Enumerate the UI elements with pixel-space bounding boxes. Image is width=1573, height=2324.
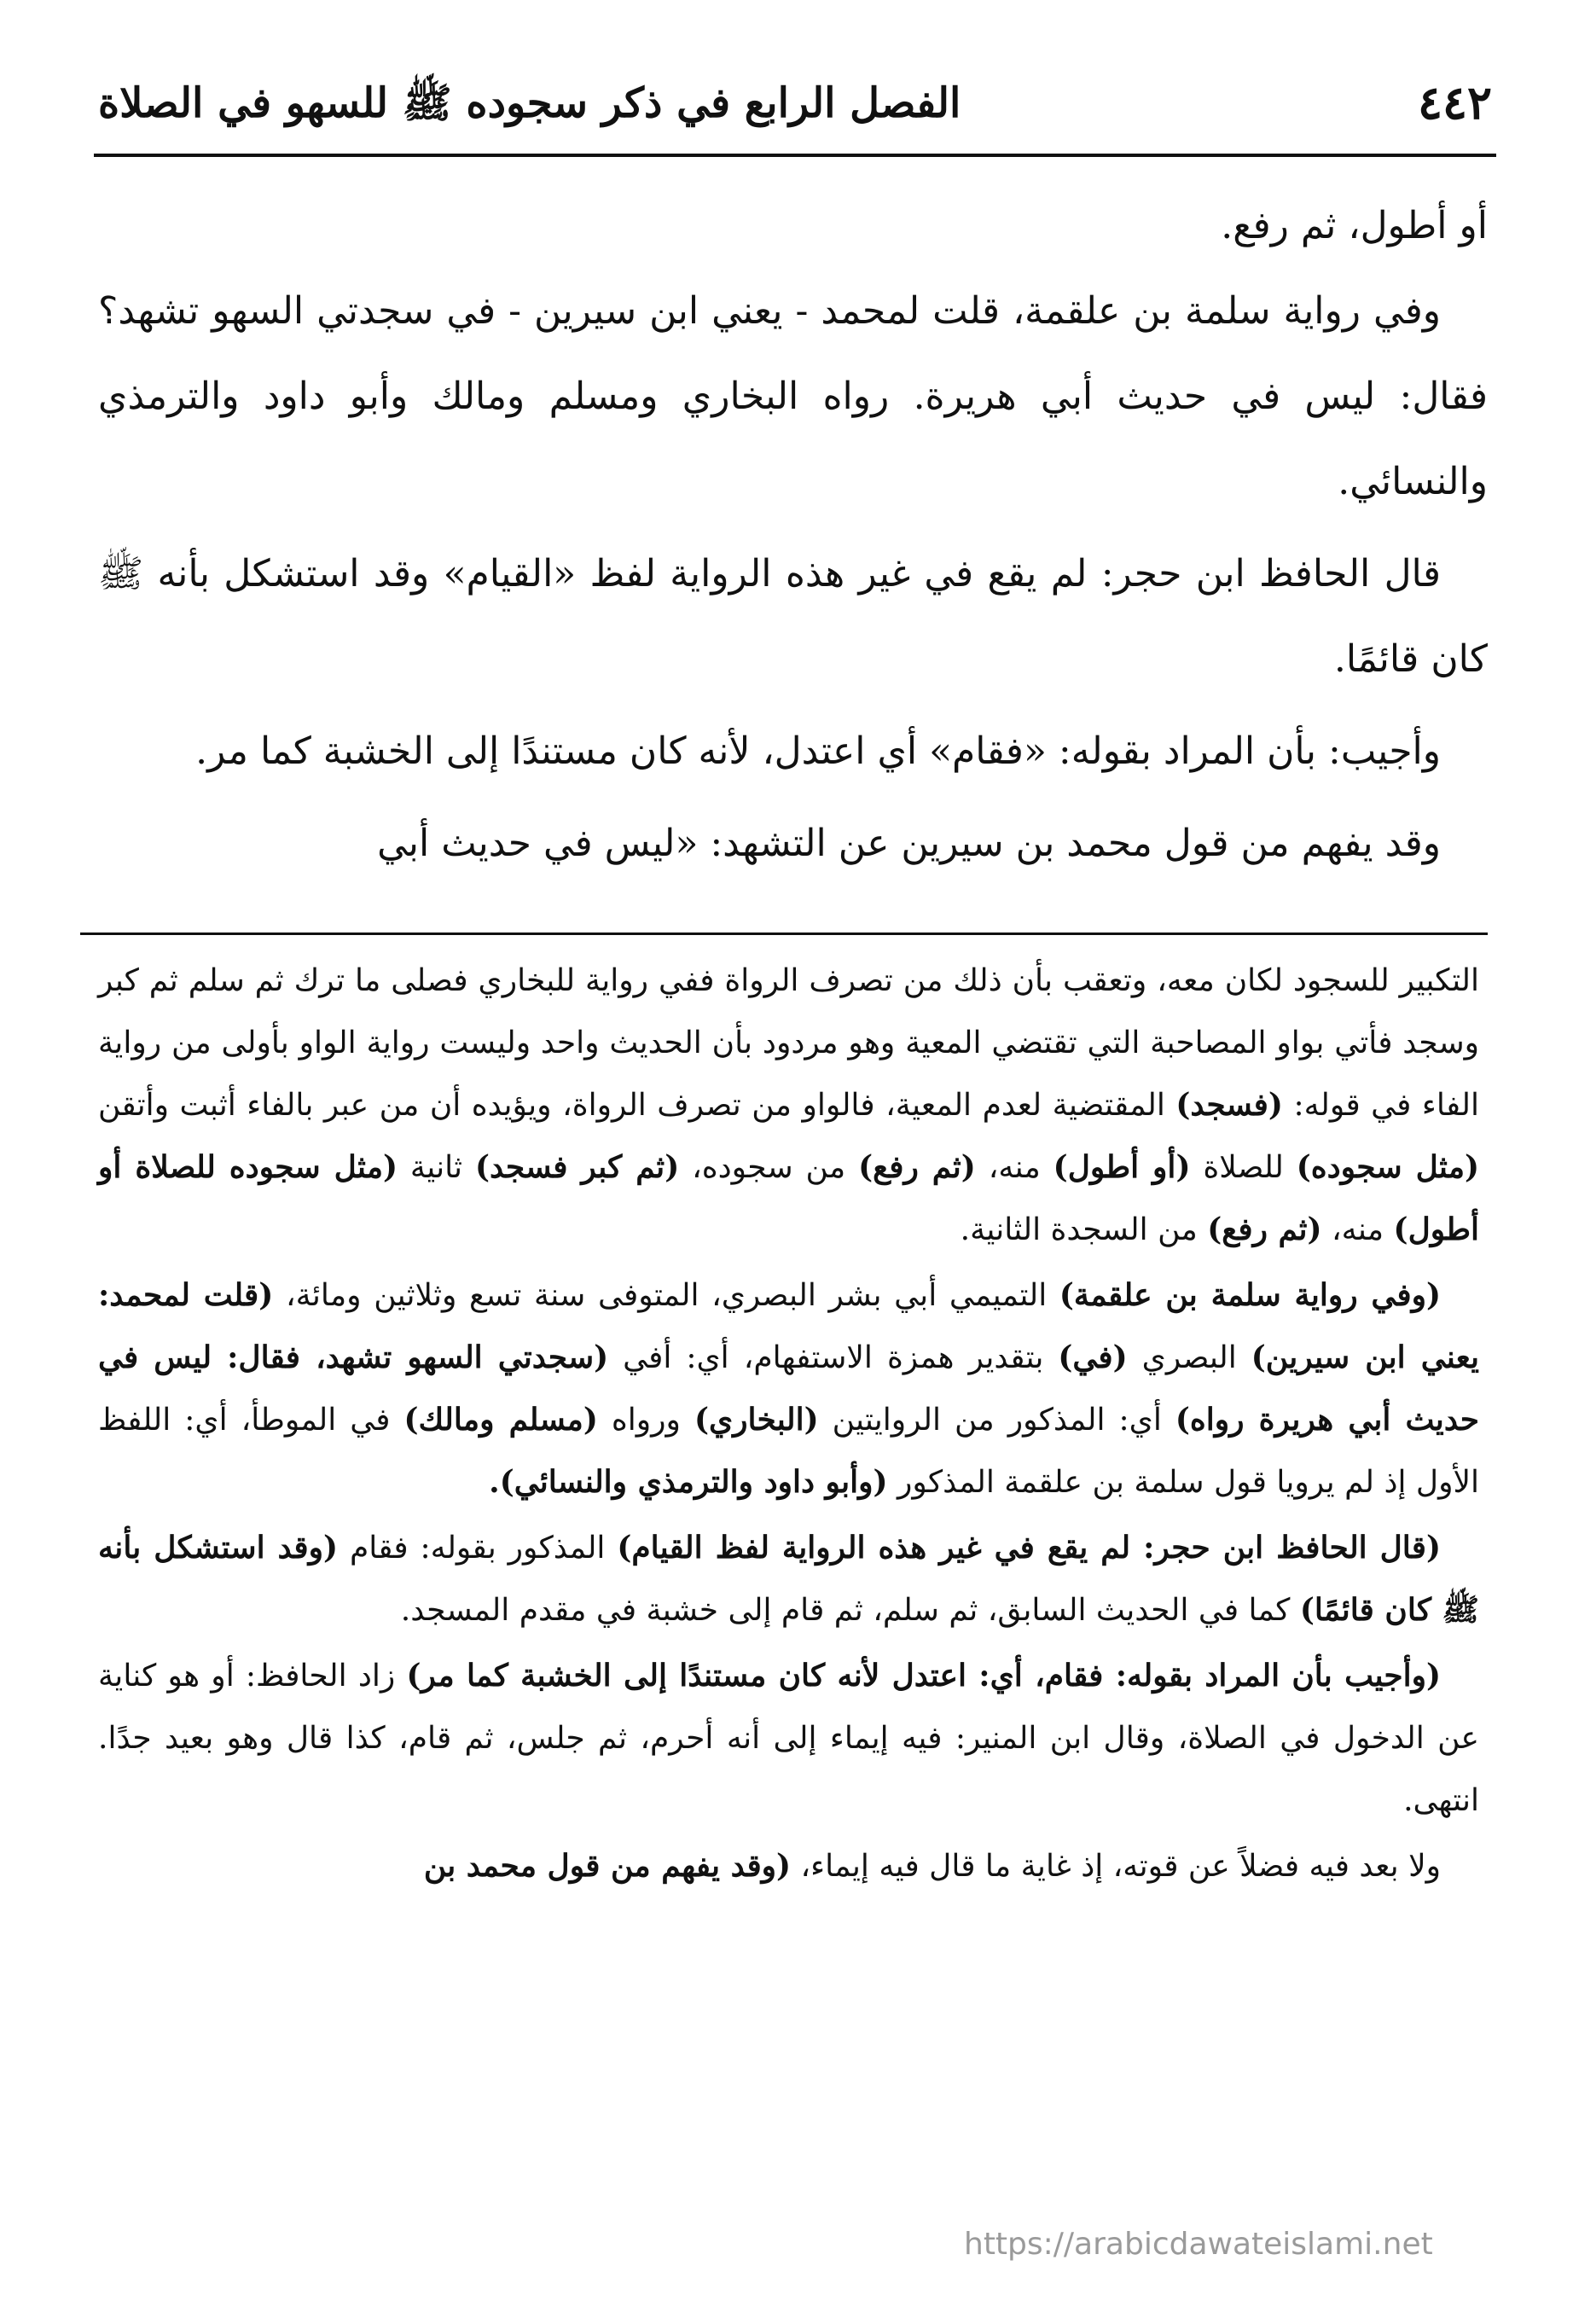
quoted-text: (وفي رواية سلمة بن علقمة) (1059, 1277, 1441, 1313)
commentary-paragraph (98, 1645, 1479, 1832)
quoted-text: (في) (1058, 1339, 1128, 1375)
commentary-text: التكبير للسجود لكان معه، وتعقب بأن ذلك من تصرف الرواة ففي رواية للبخاري فصلى ما ترك ثم سلم ثم كبر وسجد فأتي بواو المصاحبة التي تقتضي المعية وهو مردود بأن الحديث واحد وليست رواية الواو بأولى من رواية الفاء في قوله: (98, 963, 1479, 1123)
main-paragraph: وفي رواية سلمة بن علقمة، قلت لمحمد - يعني ابن سيرين - في سجدتي السهو تشهد؟ فقال: ليس في حديث أبي هريرة. رواه البخاري ومسلم ومالك وأبو داود والترمذي والنسائي. (98, 289, 1488, 503)
main-text (98, 183, 1488, 886)
commentary-text: ورواه (611, 1403, 681, 1438)
commentary-text: في الموطأ، أي: اللفظ الأول إذ لم يرويا قول سلمة بن علقمة المذكور (98, 1403, 1479, 1500)
quoted-text: (سجدتي السهو تشهد، فقال: ليس في حديث أبي هريرة رواه) (98, 1339, 1479, 1438)
main-paragraph: قال الحافظ ابن حجر: لم يقع في غير هذه الرواية لفظ «القيام» وقد استشكل بأنه ﷺ كان قائمًا. (98, 552, 1488, 681)
quoted-text: (قلت لمحمد: يعني ابن سيرين) (98, 1277, 1479, 1375)
commentary-paragraph (98, 1264, 1479, 1514)
commentary-text: من السجدة الثانية. (960, 1212, 1198, 1247)
commentary-text: ولا بعد فيه فضلاً عن قوته، إذ غاية ما قال فيه إيماء، (800, 1849, 1441, 1884)
main-paragraph: وقد يفهم من قول محمد بن سيرين عن التشهد: «ليس في حديث أبي (377, 822, 1441, 865)
header-rule (94, 154, 1496, 157)
commentary-text: بتقدير همزة الاستفهام، أي: أفي (623, 1340, 1044, 1375)
quoted-text: (أو أطول) (1053, 1149, 1191, 1185)
commentary-paragraph (98, 950, 1479, 1261)
commentary-text: المقتضية لعدم المعية، فالواو من تصرف الرواة، ويؤيده أن من عبر بالفاء أثبت وأتقن (98, 1088, 1165, 1123)
quoted-text: (ثم كبر فسجد) (474, 1149, 680, 1185)
quoted-text: (ثم رفع) (858, 1149, 976, 1185)
commentary-text: منه، (1332, 1212, 1384, 1247)
commentary-text: من سجوده، (692, 1150, 846, 1185)
quoted-text: (مثل سجوده) (1296, 1149, 1480, 1185)
quoted-text: (وأبو داود والترمذي والنسائي). (489, 1464, 888, 1500)
watermark-url: https://arabicdawateislami.net (964, 2227, 1433, 2262)
quoted-text: (قال الحافظ ابن حجر: لم يقع في غير هذه الرواية لفظ القيام) (617, 1530, 1442, 1566)
commentary-paragraph (98, 1835, 1479, 1897)
quoted-text: (وقد يفهم من قول محمد بن (423, 1848, 792, 1884)
commentary-text: منه، (988, 1150, 1041, 1185)
quoted-text: (فسجد) (1175, 1087, 1283, 1123)
commentary-text: البصري (1141, 1340, 1237, 1375)
commentary (98, 950, 1479, 1901)
page-header (98, 75, 1492, 143)
commentary-text: التميمي أبي بشر البصري، المتوفى سنة تسع وثلاثين ومائة، (285, 1278, 1048, 1313)
quoted-text: (البخاري) (694, 1402, 819, 1438)
quoted-text: (مثل سجوده للصلاة أو أطول) (98, 1149, 1479, 1247)
running-title: الفصل الرابع في ذكر سجوده ﷺ للسهو في الصلاة (98, 79, 961, 127)
commentary-paragraph (98, 1517, 1479, 1641)
commentary-text: ثانية (409, 1150, 463, 1185)
commentary-text: المذكور بقوله: فقام (349, 1531, 606, 1566)
quoted-text: (مسلم ومالك) (403, 1402, 598, 1438)
footnote-rule (80, 933, 1488, 935)
main-paragraph: وأجيب: بأن المراد بقوله: «فقام» أي اعتدل، لأنه كان مستندًا إلى الخشبة كما مر. (195, 729, 1441, 773)
quoted-text: (وقد استشكل بأنه ﷺ كان قائمًا) (98, 1530, 1479, 1628)
page-number: ٤٤٢ (1417, 75, 1492, 130)
commentary-text: كما في الحديث السابق، ثم سلم، ثم قام إلى خشبة في مقدم المسجد. (400, 1593, 1291, 1628)
commentary-text: للصلاة (1203, 1150, 1284, 1185)
commentary-text: أي: المذكور من الروايتين (832, 1403, 1162, 1438)
quoted-text: (وأجيب بأن المراد بقوله: فقام، أي: اعتدل لأنه كان مستندًا إلى الخشبة كما مر) (406, 1658, 1441, 1694)
main-paragraph: أو أطول، ثم رفع. (1221, 204, 1488, 247)
commentary-text: زاد الحافظ: أو هو كناية عن الدخول في الصلاة، وقال ابن المنير: فيه إيماء إلى أنه أحرم، ثم جلس، ثم قام، كذا قال وهو بعيد جدًا. انتهى. (98, 1659, 1479, 1818)
quoted-text: (ثم رفع) (1207, 1211, 1322, 1247)
